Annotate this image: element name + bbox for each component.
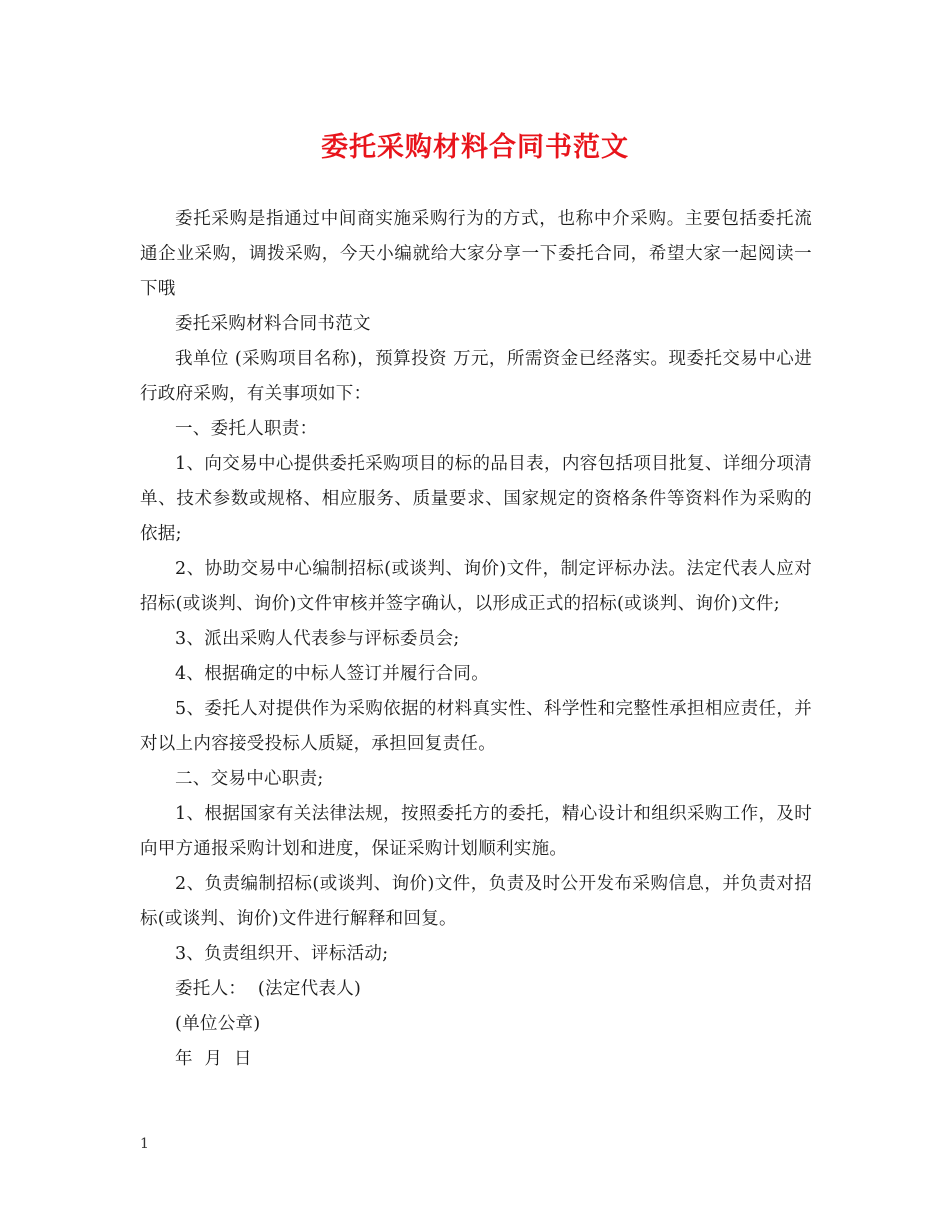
client-duty-5: 5、委托人对提供作为采购依据的材料真实性、科学性和完整性承担相应责任，并对以上内容接受投标人质疑，承担回复责任。 (140, 699, 812, 754)
client-duty-3: 3、派出采购人代表参与评标委员会; (175, 629, 460, 649)
section-heading-client-duties: 一、委托人职责： (175, 419, 318, 439)
paragraph-budget: 我单位 (采购项目名称)，预算投资 万元，所需资金已经落实。现委托交易中心进行政府采购，有关事项如下： (140, 349, 812, 404)
client-duty-4: 4、根据确定的中标人签订并履行合同。 (175, 664, 490, 684)
client-duty-2: 2、协助交易中心编制招标(或谈判、询价)文件，制定评标办法。法定代表人应对招标(或谈判、询价)文件审核并签字确认，以形成正式的招标(或谈判、询价)文件; (140, 559, 812, 614)
section-heading-center-duties: 二、交易中心职责; (175, 769, 324, 789)
center-duty-2: 2、负责编制招标(或谈判、询价)文件，负责及时公开发布采购信息，并负责对招标(或谈判、询价)文件进行解释和回复。 (140, 874, 812, 929)
center-duty-3: 3、负责组织开、评标活动; (175, 944, 389, 964)
client-duty-1: 1、向交易中心提供委托采购项目的标的品目表，内容包括项目批复、详细分项清单、技术参数或规格、相应服务、质量要求、国家规定的资格条件等资料作为采购的依据; (140, 454, 812, 544)
paragraph-intro: 委托采购是指通过中间商实施采购行为的方式，也称中介采购。主要包括委托流通企业采购，调拨采购，今天小编就给大家分享一下委托合同，希望大家一起阅读一下哦 (140, 209, 812, 299)
signature-seal: (单位公章) (175, 1014, 261, 1034)
document-body (140, 202, 812, 1077)
signature-date: 年 月 日 (175, 1049, 252, 1069)
signature-client: 委托人： (法定代表人) (175, 979, 362, 999)
page-number: 1 (140, 1136, 149, 1152)
document-title: 委托采购材料合同书范文 (321, 132, 629, 163)
paragraph-subtitle: 委托采购材料合同书范文 (175, 314, 371, 334)
center-duty-1: 1、根据国家有关法律法规，按照委托方的委托，精心设计和组织采购工作，及时向甲方通报采购计划和进度，保证采购计划顺利实施。 (140, 804, 812, 859)
